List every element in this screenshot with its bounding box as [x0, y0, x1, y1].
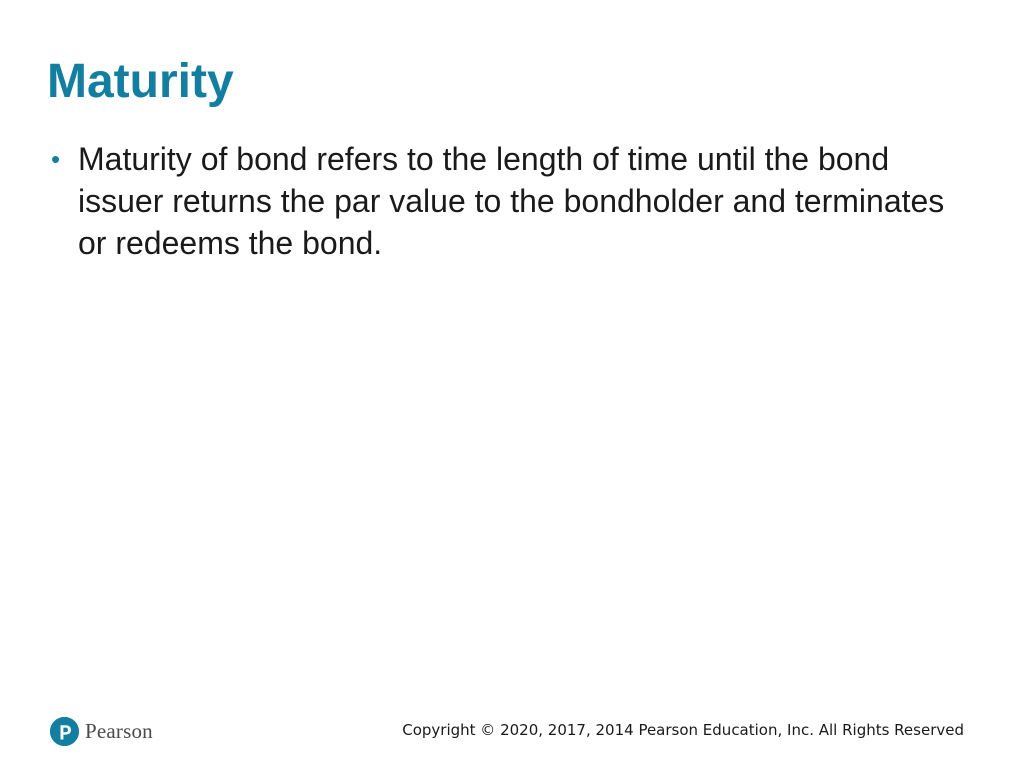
bullet-dot-icon: •: [51, 144, 61, 174]
pearson-p-logo-icon: [50, 717, 79, 746]
bullet-item: [47, 138, 967, 264]
bullet-text: Maturity of bond refers to the length of time until the bond issuer returns the par value to the bondholder and terminates or redeems the bond.: [78, 141, 945, 261]
copyright-text: Copyright © 2020, 2017, 2014 Pearson Education, Inc. All Rights Reserved: [402, 721, 964, 739]
bullet-list: [47, 138, 967, 264]
slide-title: Maturity: [47, 55, 234, 108]
pearson-logo-text: Pearson: [85, 718, 153, 743]
pearson-logo: [50, 714, 153, 748]
